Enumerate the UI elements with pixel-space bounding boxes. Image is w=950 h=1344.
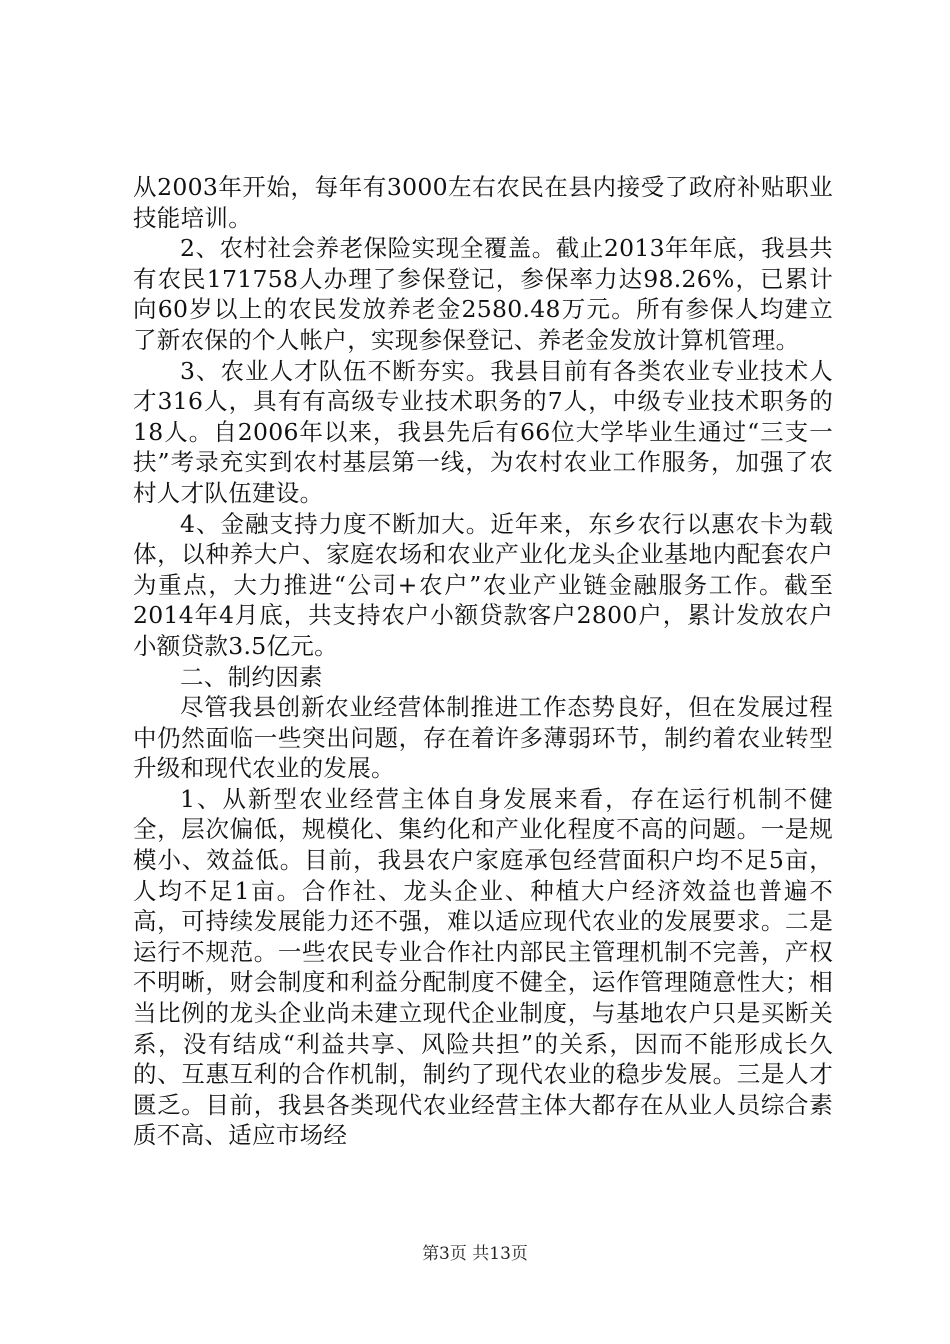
paragraph-continuation: 从2003年开始，每年有3000左右农民在县内接受了政府补贴职业技能培训。 [133,173,833,232]
paragraph-talent-team: 3、农业人才队伍不断夯实。我县目前有各类农业专业技术人才316人，具有有高级专业技术职务的7人，中级专业技术职务的18人。自2006年以来，我县先后有66位大学毕业生通过“三支一扶”考录充实到农村基层第一线，为农村农业工作服务，加强了农村人才队伍建设。 [133,356,833,507]
body-text [133,172,833,1151]
paragraph-business-entities: 1、从新型农业经营主体自身发展来看，存在运行机制不健全，层次偏低，规模化、集约化和产业化程度不高的问题。一是规模小、效益低。目前，我县农户家庭承包经营面积户均不足5亩，人均不足1亩。合作社、龙头企业、种植大户经济效益也普遍不高，可持续发展能力还不强，难以适应现代农业的发展要求。二是运行不规范。一些农民专业合作社内部民主管理机制不完善，产权不明晰，财会制度和利益分配制度不健全，运作管理随意性大；相当比例的龙头企业尚未建立现代企业制度，与基地农户只是买断关系，没有结成“利益共享、风险共担”的关系，因而不能形成长久的、互惠互利的合作机制，制约了现代农业的稳步发展。三是人才匮乏。目前，我县各类现代农业经营主体大都存在从业人员综合素质不高、适应市场经 [133,784,833,1150]
section-heading-constraints: 二、制约因素 [180,662,323,691]
paragraph-pension-insurance: 2、农村社会养老保险实现全覆盖。截止2013年年底，我县共有农民171758人办理了参保登记，参保率力达98.26%，已累计向60岁以上的农民发放养老金2580.48万元。所有参保人均建立了新农保的个人帐户，实现参保登记、养老金发放计算机管理。 [133,234,833,354]
page-footer: 第3页 共13页 [422,1244,528,1264]
paragraph-financial-support: 4、金融支持力度不断加大。近年来，东乡农行以惠农卡为载体，以种养大户、家庭农场和农业产业化龙头企业基地内配套农户为重点，大力推进“公司+农户”农业产业链金融服务工作。截至2014年4月底，共支持农户小额贷款客户2800户，累计发放农户小额贷款3.5亿元。 [133,509,833,660]
paragraph-constraints-intro: 尽管我县创新农业经营体制推进工作态势良好，但在发展过程中仍然面临一些突出问题，存在着许多薄弱环节，制约着农业转型升级和现代农业的发展。 [133,693,833,783]
